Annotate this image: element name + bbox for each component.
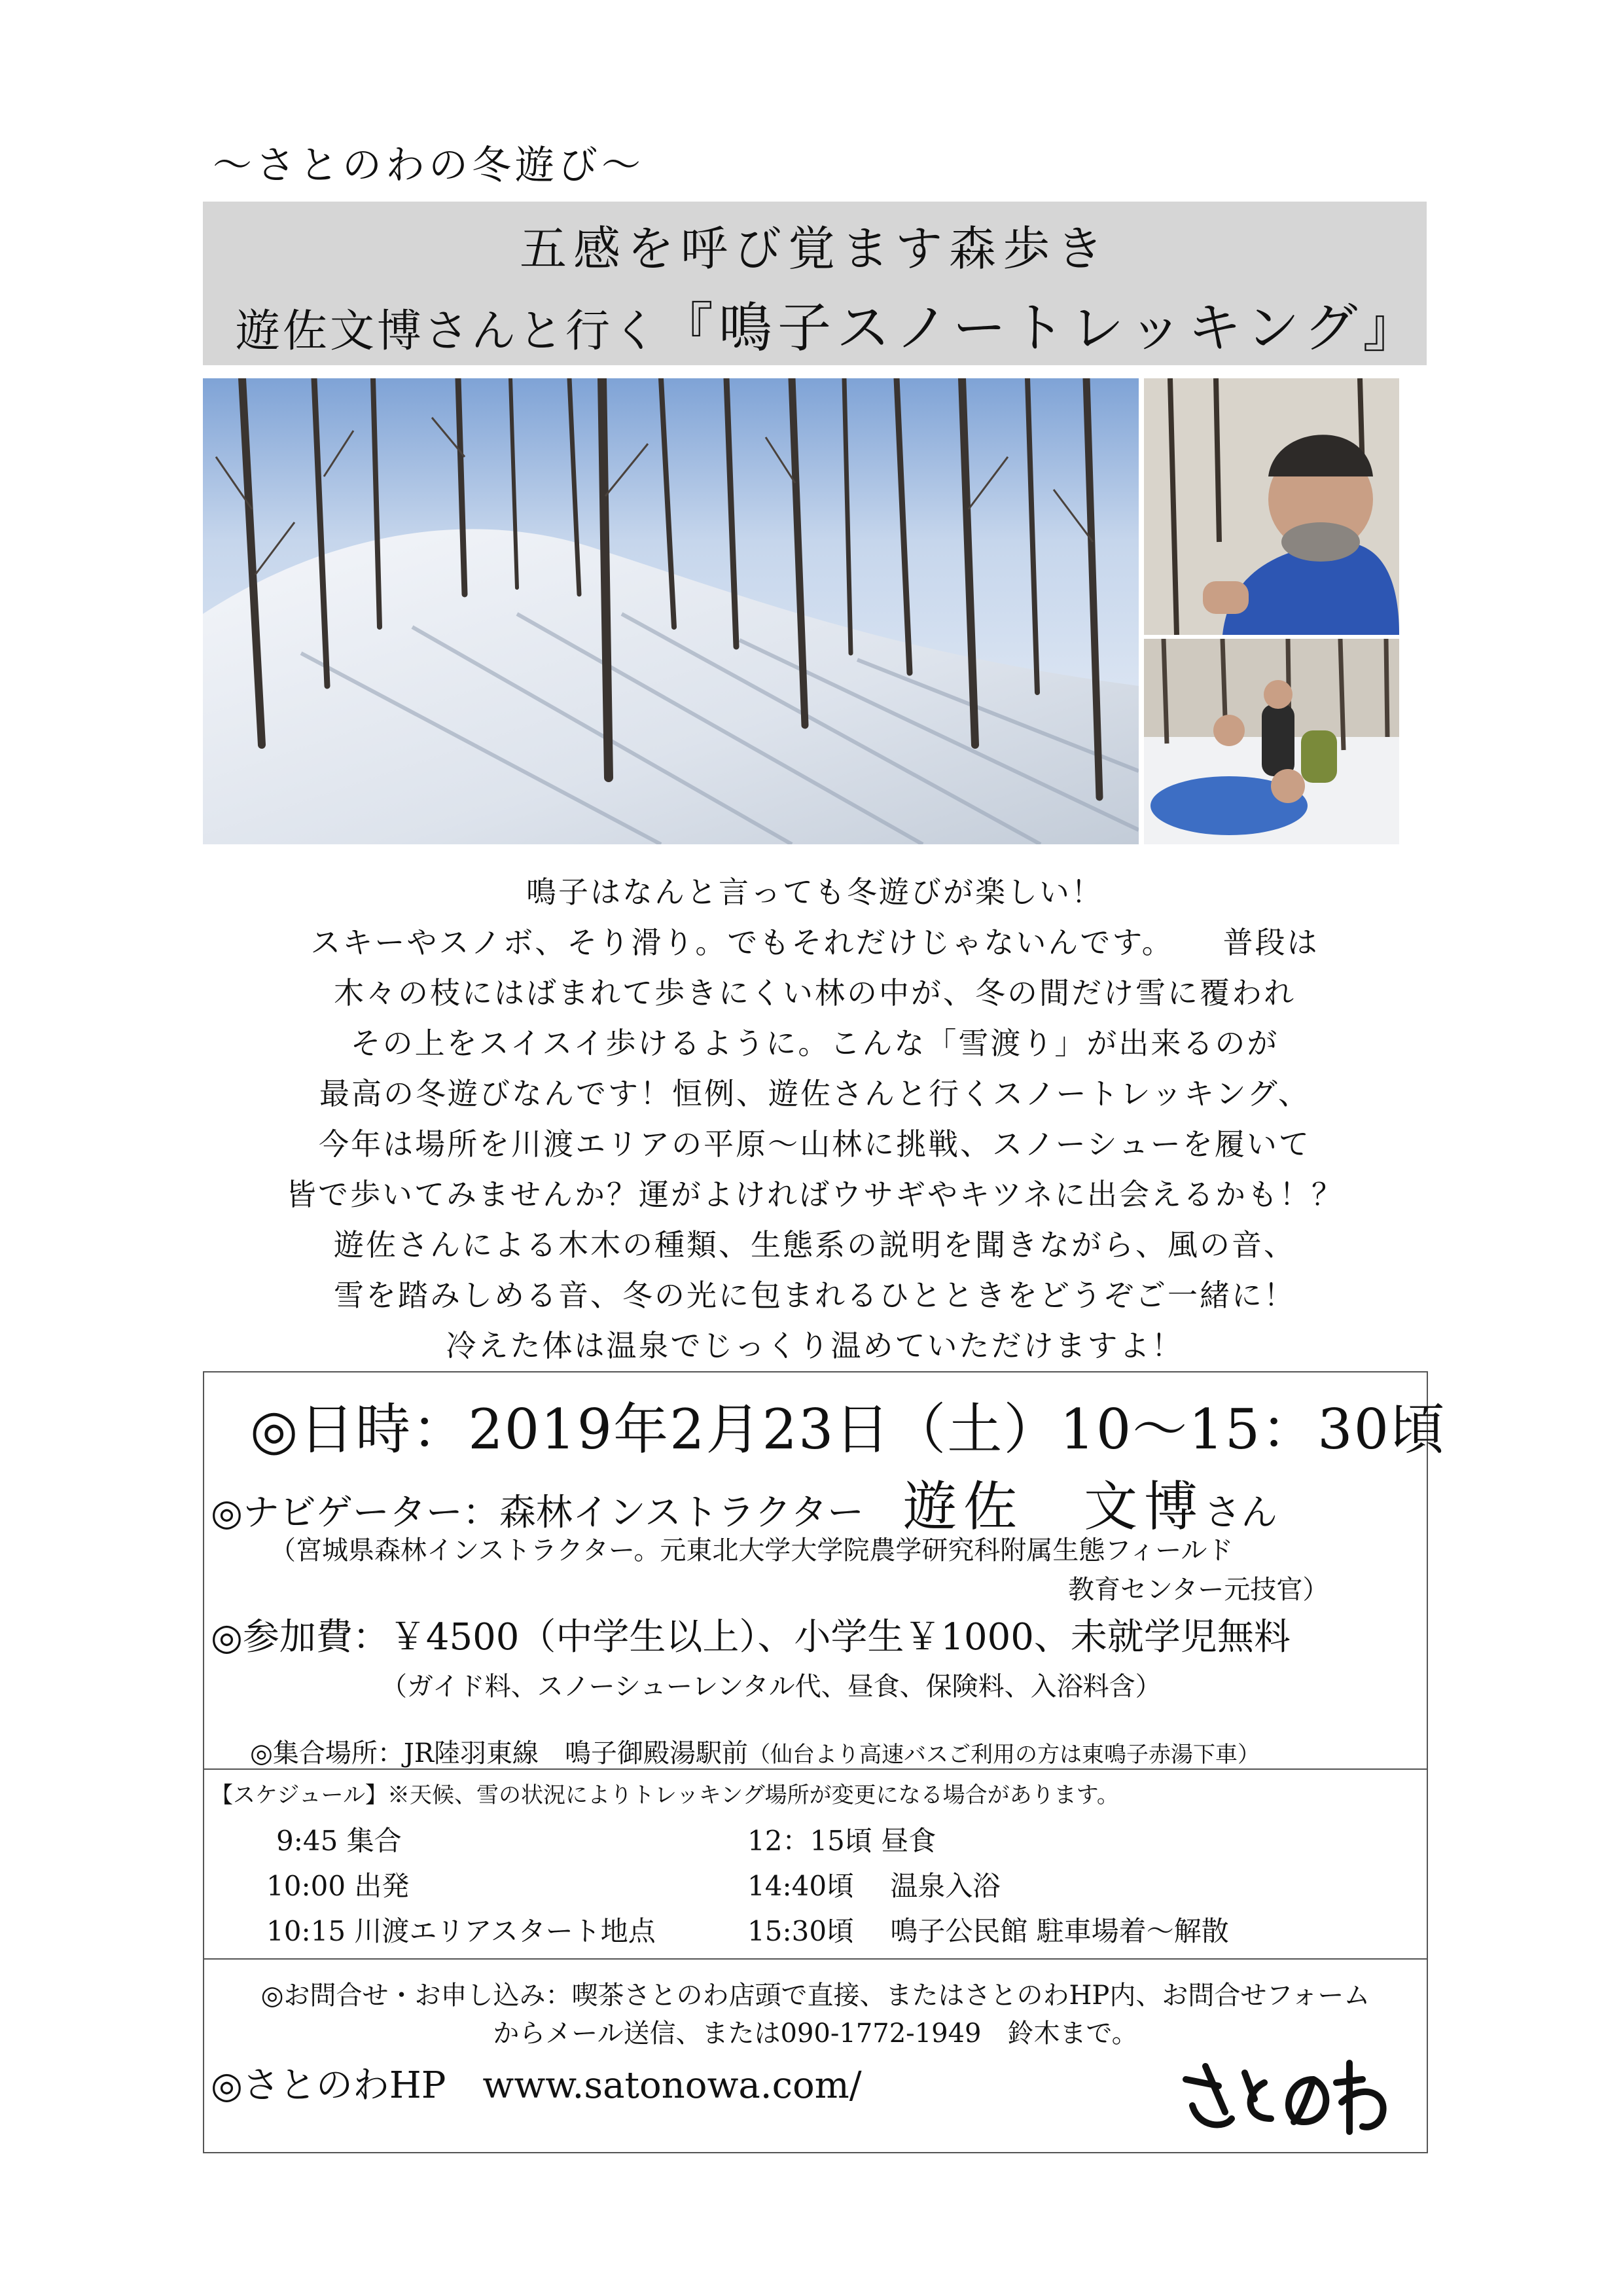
event-info-box: [203, 1371, 1447, 2153]
intro-line: 最高の冬遊びなんです！恒例、遊佐さんと行くスノートレッキング、: [319, 1076, 1310, 1111]
schedule-item: 10:15 川渡エリアスタート地点: [266, 1915, 656, 1947]
group-snow-photo: [1144, 639, 1399, 844]
contact-info-cont: からメール送信、または090-1772-1949 鈴木まで。: [493, 2018, 1138, 2049]
divider: [204, 1768, 1427, 1770]
fee-note: （ガイド料、スノーシューレンタル代、昼食、保険料、入浴料含）: [381, 1672, 1162, 1702]
intro-line: 雪を踏みしめる音、冬の光に包まれるひとときをどうぞご一緒に！: [334, 1278, 1296, 1313]
event-title-line2: [236, 285, 1421, 362]
participation-fee: ◎参加費：￥4500（中学生以上）、小学生￥1000、未就学児無料: [211, 1616, 1291, 1659]
navigator-label: ◎ナビゲーター：森林インストラクター: [211, 1492, 865, 1534]
title-banner: [203, 202, 1427, 365]
navigator-description-cont: 教育センター元技官）: [1068, 1575, 1329, 1605]
meeting-place-note: （仙台より高速バスご利用の方は東鳴子赤湯下車）: [748, 1742, 1260, 1768]
intro-line: 冷えた体は温泉でじっくり温めていただけますよ！: [446, 1328, 1184, 1363]
navigator-description: （宮城県森林インストラクター。元東北大学大学院農学研究科附属生態フィールド: [270, 1535, 1234, 1566]
event-subtitle: 〜さとのわの冬遊び〜: [213, 143, 645, 188]
divider: [204, 1958, 1427, 1960]
schedule-title: 【スケジュール】※天候、雪の状況によりトレッキング場所が変更になる場合があります。: [211, 1782, 1119, 1808]
intro-text: [203, 867, 1427, 1371]
meeting-place-label: ◎集合場所：JR陸羽東線 鳴子御殿湯駅前: [250, 1738, 749, 1768]
intro-line: 遊佐さんによる木木の種類、生態系の説明を聞きながら、風の音、: [334, 1227, 1296, 1263]
schedule-item: 10:00 出発: [266, 1870, 410, 1902]
snow-forest-photo: [203, 378, 1139, 844]
satonowa-logo: [1173, 2053, 1395, 2138]
title-main: 『鳴子スノートレッキング』: [660, 297, 1422, 359]
contact-info: ◎お問合せ・お申し込み：喫茶さとのわ店頭で直接、またはさとのわHP内、お問合せフォーム: [260, 1981, 1370, 2011]
intro-line: スキーやスノボ、そり滑り。でもそれだけじゃないんです。 普段は: [310, 925, 1319, 960]
title-prefix: 遊佐文博さんと行く: [236, 306, 660, 357]
guide-portrait-photo: [1144, 378, 1399, 635]
navigator-suffix: さん: [1204, 1492, 1278, 1534]
meeting-place: [250, 1732, 1260, 1770]
intro-line: 鳴子はなんと言っても冬遊びが楽しい！: [526, 874, 1103, 910]
intro-line: 木々の枝にはばまれて歩きにくい林の中が、冬の間だけ雪に覆われ: [334, 975, 1296, 1011]
schedule-item: 14:40頃 温泉入浴: [747, 1870, 1001, 1902]
event-title: 五感を呼び覚ます森歩き: [519, 221, 1110, 276]
schedule-item: 12：15頃 昼食: [747, 1825, 936, 1857]
schedule-item: 9:45 集合: [276, 1825, 402, 1857]
homepage-url[interactable]: ◎さとのわHP www.satonowa.com/: [211, 2064, 862, 2107]
guide-portrait-illustration: [1144, 378, 1399, 635]
navigator-name: 遊佐 文博: [903, 1476, 1205, 1538]
intro-line: 今年は場所を川渡エリアの平原〜山林に挑戦、スノーシューを履いて: [319, 1126, 1311, 1162]
schedule-item: 15:30頃 鳴子公民館 駐車場着〜解散: [747, 1915, 1229, 1947]
intro-line: その上をスイスイ歩けるように。こんな「雪渡り」が出来るのが: [350, 1026, 1279, 1061]
event-datetime: ◎日時：2019年2月23日（土）10〜15：30頃: [250, 1397, 1447, 1462]
intro-line: 皆で歩いてみませんか？運がよければウサギやキツネに出会えるかも！？: [285, 1177, 1344, 1212]
snow-forest-illustration: [203, 378, 1139, 844]
group-snow-illustration: [1144, 639, 1399, 844]
